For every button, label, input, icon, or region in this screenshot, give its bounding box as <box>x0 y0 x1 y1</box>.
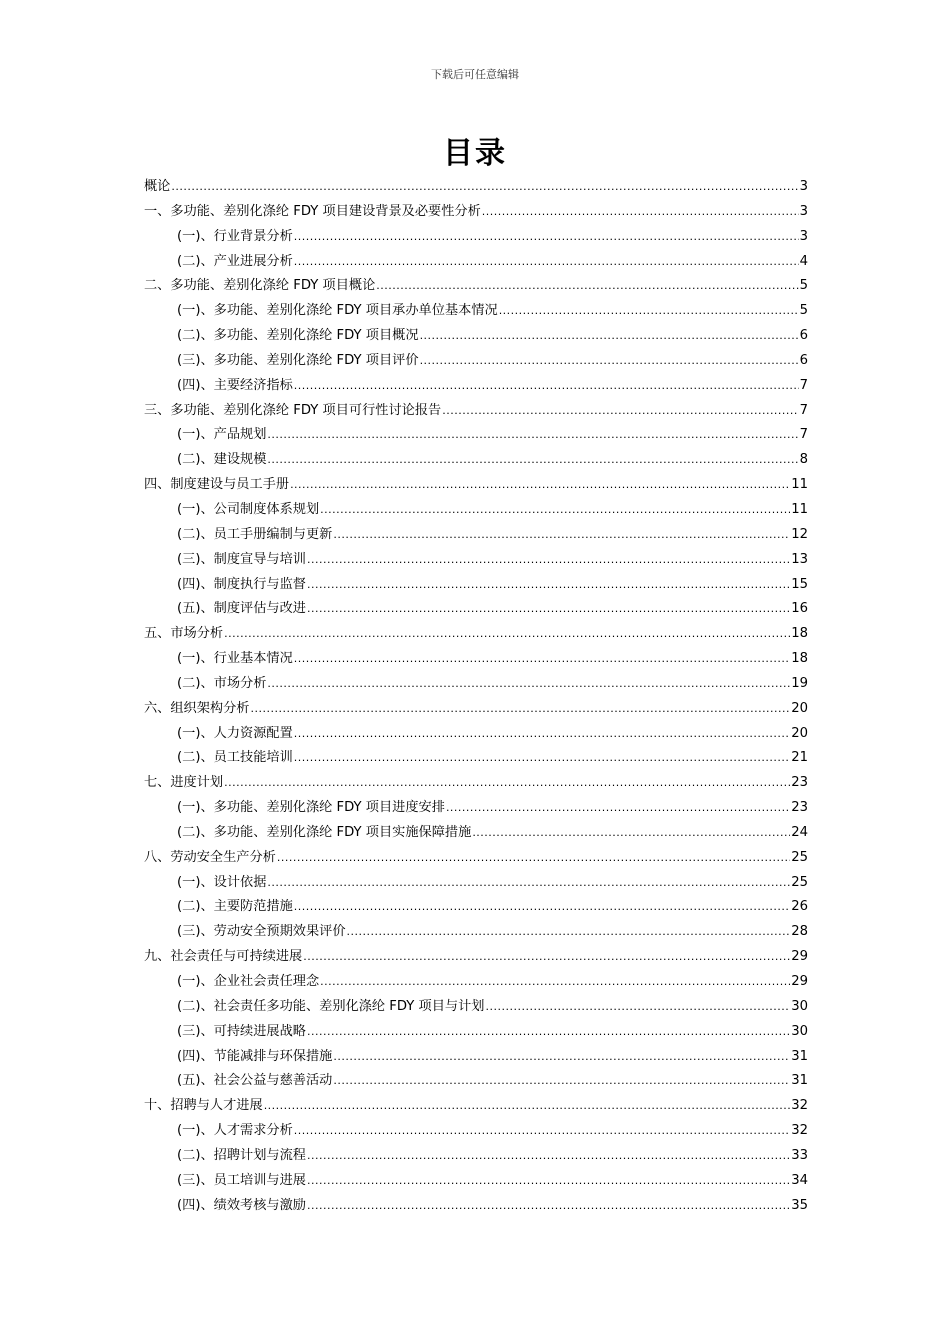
toc-subentry[interactable] <box>144 523 808 548</box>
toc-page-number: 20 <box>791 725 808 741</box>
toc-entry-label: (二)、员工技能培训 <box>177 750 293 766</box>
toc-entry-label: (一)、行业背景分析 <box>177 228 293 244</box>
toc-page-number: 18 <box>791 651 808 667</box>
toc-entry-label: (二)、多功能、差别化涤纶 FDY 项目实施保障措施 <box>177 824 472 840</box>
toc-entry-label: 四、制度建设与员工手册 <box>144 477 290 493</box>
toc-entry-label: (五)、社会公益与慈善活动 <box>177 1073 333 1089</box>
toc-page-number: 13 <box>791 551 808 567</box>
toc-page-number: 7 <box>799 377 808 393</box>
toc-page-number: 3 <box>799 228 808 244</box>
toc-dot-leader <box>294 374 799 399</box>
toc-dot-leader <box>307 1020 790 1045</box>
toc-entry[interactable] <box>144 846 808 871</box>
toc-subentry[interactable] <box>144 970 808 995</box>
toc-page-number: 25 <box>791 849 808 865</box>
toc-subentry[interactable] <box>144 722 808 747</box>
toc-page-number: 15 <box>791 576 808 592</box>
toc-dot-leader <box>499 299 799 324</box>
toc-page-number: 23 <box>791 800 808 816</box>
toc-dot-leader <box>294 225 799 250</box>
toc-page-number: 35 <box>791 1197 808 1213</box>
toc-entry-label: (三)、可持续进展战略 <box>177 1023 306 1039</box>
toc-entry[interactable] <box>144 274 808 299</box>
toc-page-number: 34 <box>791 1172 808 1188</box>
toc-subentry[interactable] <box>144 895 808 920</box>
toc-page-number: 30 <box>791 1023 808 1039</box>
toc-dot-leader <box>267 871 790 896</box>
toc-entry-label: (二)、社会责任多功能、差别化涤纶 FDY 项目与计划 <box>177 998 485 1014</box>
toc-page-number: 4 <box>799 253 808 269</box>
toc-entry[interactable] <box>144 622 808 647</box>
toc-entry-label: (二)、招聘计划与流程 <box>177 1147 306 1163</box>
toc-dot-leader <box>333 1069 790 1094</box>
toc-entry[interactable] <box>144 945 808 970</box>
toc-entry-label: 十、招聘与人才进展 <box>144 1098 263 1114</box>
toc-subentry[interactable] <box>144 796 808 821</box>
toc-page-number: 7 <box>799 402 808 418</box>
toc-dot-leader <box>307 1169 790 1194</box>
toc-subentry[interactable] <box>144 349 808 374</box>
toc-page-number: 31 <box>791 1073 808 1089</box>
toc-subentry[interactable] <box>144 1194 808 1219</box>
toc-dot-leader <box>347 920 791 945</box>
toc-page-number: 11 <box>791 501 808 517</box>
toc-page-number: 29 <box>791 949 808 965</box>
toc-entry[interactable] <box>144 200 808 225</box>
toc-subentry[interactable] <box>144 299 808 324</box>
toc-entry-label: 六、组织架构分析 <box>144 700 250 716</box>
toc-dot-leader <box>294 746 790 771</box>
toc-subentry[interactable] <box>144 746 808 771</box>
toc-dot-leader <box>277 846 790 871</box>
toc-entry[interactable] <box>144 771 808 796</box>
toc-entry-label: 五、市场分析 <box>144 626 224 642</box>
toc-page-number: 32 <box>791 1098 808 1114</box>
toc-dot-leader <box>320 498 790 523</box>
toc-page-number: 26 <box>791 899 808 915</box>
toc-page-number: 21 <box>791 750 808 766</box>
toc-dot-leader <box>224 771 790 796</box>
toc-subentry[interactable] <box>144 920 808 945</box>
toc-entry-label: 七、进度计划 <box>144 775 224 791</box>
toc-entry-label: (三)、劳动安全预期效果评价 <box>177 924 346 940</box>
toc-entry-label: 二、多功能、差别化涤纶 FDY 项目概论 <box>144 278 376 294</box>
toc-dot-leader <box>264 1094 791 1119</box>
toc-dot-leader <box>224 622 790 647</box>
toc-dot-leader <box>294 250 799 275</box>
toc-subentry[interactable] <box>144 821 808 846</box>
toc-subentry[interactable] <box>144 1069 808 1094</box>
toc-entry-label: (一)、人才需求分析 <box>177 1123 293 1139</box>
page-header-note: 下载后可任意编辑 <box>431 68 519 81</box>
toc-subentry[interactable] <box>144 1169 808 1194</box>
toc-entry-label: 八、劳动安全生产分析 <box>144 849 276 865</box>
toc-page-number: 5 <box>799 303 808 319</box>
page-title: 目录 <box>443 136 507 171</box>
toc-page-number: 11 <box>791 477 808 493</box>
toc-entry-label: (四)、主要经济指标 <box>177 377 293 393</box>
toc-dot-leader <box>320 970 790 995</box>
toc-entry-label: (一)、多功能、差别化涤纶 FDY 项目承办单位基本情况 <box>177 303 498 319</box>
toc-page-number: 25 <box>791 874 808 890</box>
toc-dot-leader <box>294 647 790 672</box>
toc-subentry[interactable] <box>144 225 808 250</box>
table-of-contents <box>144 175 808 1218</box>
toc-entry-label: (一)、多功能、差别化涤纶 FDY 项目进度安排 <box>177 800 445 816</box>
toc-dot-leader <box>307 1144 790 1169</box>
toc-subentry[interactable] <box>144 1045 808 1070</box>
toc-subentry[interactable] <box>144 548 808 573</box>
toc-dot-leader <box>472 821 790 846</box>
toc-dot-leader <box>290 473 790 498</box>
toc-subentry[interactable] <box>144 1020 808 1045</box>
toc-dot-leader <box>267 672 790 697</box>
toc-subentry[interactable] <box>144 597 808 622</box>
toc-entry-label: (二)、建设规模 <box>177 452 267 468</box>
toc-entry-label: (二)、员工手册编制与更新 <box>177 526 333 542</box>
toc-page-number: 12 <box>791 526 808 542</box>
toc-dot-leader <box>376 274 798 299</box>
toc-entry[interactable] <box>144 175 808 200</box>
toc-page-number: 28 <box>791 924 808 940</box>
toc-page-number: 29 <box>791 974 808 989</box>
toc-page-number: 23 <box>791 775 808 791</box>
toc-entry-label: 一、多功能、差别化涤纶 FDY 项目建设背景及必要性分析 <box>144 203 481 219</box>
toc-entry-label: (三)、员工培训与进展 <box>177 1172 306 1188</box>
toc-subentry[interactable] <box>144 374 808 399</box>
toc-subentry[interactable] <box>144 448 808 473</box>
toc-subentry[interactable] <box>144 647 808 672</box>
toc-page-number: 6 <box>799 352 808 368</box>
toc-dot-leader <box>294 895 790 920</box>
toc-dot-leader <box>294 722 790 747</box>
toc-page-number: 3 <box>799 203 808 219</box>
toc-page-number: 6 <box>799 328 808 344</box>
toc-entry-label: (一)、产品规划 <box>177 427 267 443</box>
toc-entry-label: (一)、人力资源配置 <box>177 725 293 741</box>
toc-page-number: 32 <box>791 1123 808 1139</box>
toc-entry-label: (一)、行业基本情况 <box>177 651 293 667</box>
toc-dot-leader <box>267 423 798 448</box>
toc-page-number: 8 <box>799 452 808 468</box>
toc-entry-label: 九、社会责任与可持续进展 <box>144 949 303 965</box>
toc-page-number: 18 <box>791 626 808 642</box>
toc-dot-leader <box>446 796 790 821</box>
toc-entry-label: (四)、绩效考核与激励 <box>177 1197 306 1213</box>
toc-subentry[interactable] <box>144 573 808 598</box>
toc-page-number: 3 <box>799 179 808 194</box>
toc-entry-label: (二)、产业进展分析 <box>177 253 293 269</box>
toc-page-number: 7 <box>799 427 808 443</box>
toc-dot-leader <box>486 995 791 1020</box>
toc-dot-leader <box>251 697 791 722</box>
toc-dot-leader <box>307 548 790 573</box>
toc-dot-leader <box>442 399 798 424</box>
toc-entry-label: (一)、公司制度体系规划 <box>177 501 320 517</box>
toc-subentry[interactable] <box>144 250 808 275</box>
toc-entry-label: (二)、多功能、差别化涤纶 FDY 项目概况 <box>177 328 419 344</box>
toc-entry-label: (一)、设计依据 <box>177 874 267 890</box>
toc-dot-leader <box>303 945 790 970</box>
toc-page-number: 33 <box>791 1147 808 1163</box>
toc-entry-label: 概论 <box>144 179 171 194</box>
toc-dot-leader <box>420 349 799 374</box>
toc-entry[interactable] <box>144 697 808 722</box>
toc-entry-label: (四)、制度执行与监督 <box>177 576 306 592</box>
toc-subentry[interactable] <box>144 1144 808 1169</box>
toc-subentry[interactable] <box>144 498 808 523</box>
toc-page-number: 20 <box>791 700 808 716</box>
toc-subentry[interactable] <box>144 995 808 1020</box>
toc-subentry[interactable] <box>144 871 808 896</box>
toc-dot-leader <box>333 1045 790 1070</box>
toc-page-number: 16 <box>791 601 808 617</box>
toc-subentry[interactable] <box>144 1119 808 1144</box>
toc-dot-leader <box>420 324 799 349</box>
toc-dot-leader <box>294 1119 790 1144</box>
toc-dot-leader <box>307 597 790 622</box>
toc-entry[interactable] <box>144 399 808 424</box>
toc-entry-label: (一)、企业社会责任理念 <box>177 974 320 989</box>
toc-entry-label: (四)、节能减排与环保措施 <box>177 1048 333 1064</box>
toc-page-number: 19 <box>791 675 808 691</box>
toc-entry[interactable] <box>144 1094 808 1119</box>
toc-entry-label: 三、多功能、差别化涤纶 FDY 项目可行性讨论报告 <box>144 402 442 418</box>
toc-entry-label: (三)、多功能、差别化涤纶 FDY 项目评价 <box>177 352 419 368</box>
toc-page-number: 30 <box>791 998 808 1014</box>
toc-page-number: 31 <box>791 1048 808 1064</box>
toc-entry[interactable] <box>144 473 808 498</box>
toc-entry-label: (二)、市场分析 <box>177 675 267 691</box>
toc-dot-leader <box>333 523 790 548</box>
toc-entry-label: (二)、主要防范措施 <box>177 899 293 915</box>
toc-subentry[interactable] <box>144 324 808 349</box>
toc-dot-leader <box>307 1194 790 1219</box>
toc-entry-label: (三)、制度宣导与培训 <box>177 551 306 567</box>
toc-subentry[interactable] <box>144 423 808 448</box>
toc-entry-label: (五)、制度评估与改进 <box>177 601 306 617</box>
toc-page-number: 24 <box>791 824 808 840</box>
toc-dot-leader <box>307 573 790 598</box>
toc-page-number: 5 <box>799 278 808 294</box>
toc-subentry[interactable] <box>144 672 808 697</box>
toc-dot-leader <box>267 448 798 473</box>
toc-dot-leader <box>171 175 798 200</box>
toc-dot-leader <box>482 200 799 225</box>
